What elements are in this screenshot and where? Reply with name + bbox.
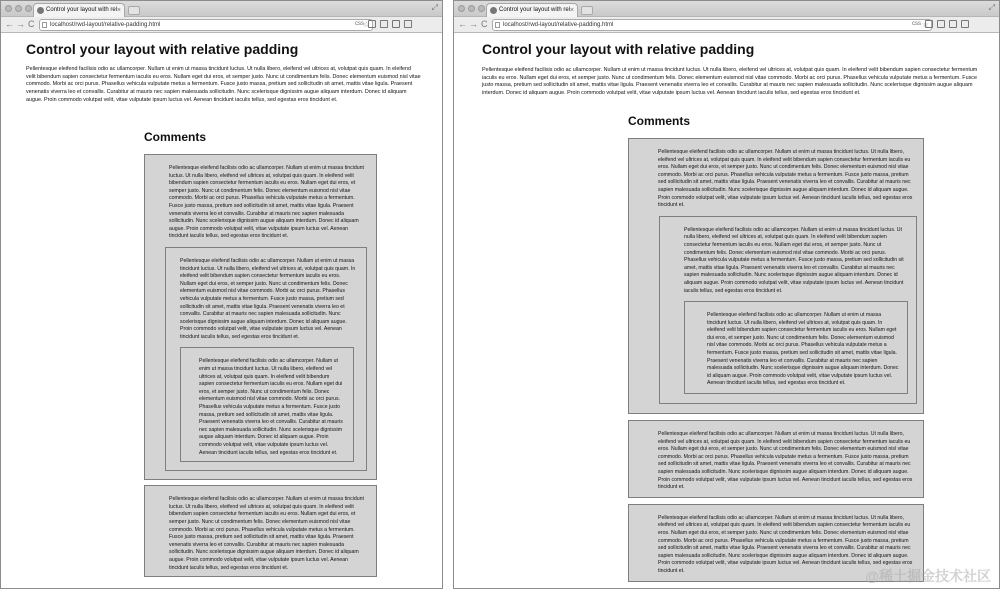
minimize-window-button[interactable]	[468, 5, 475, 12]
fullscreen-icon[interactable]: ⤢	[988, 3, 995, 12]
comment	[628, 138, 924, 414]
page-title: Control your layout with relative padding	[482, 41, 755, 57]
browser-tab[interactable]	[486, 3, 578, 17]
comment-text: Pellentesque eleifend facilisis odio ac ullamcorper. Nullam ut enim ut massa tincidunt luctus. Ut nulla libero, eleifend vel ultrices at, volutpat quis quam. In eleifend velit bibendum sapien consectetur fermentum iaculis eu eros. Nullam eget dui eros, et semper justo. Nunc ut condimentum felis. Donec elementum euismod nisl vitae commodo. Morbi ac orci purus. Phasellus vehicula vulputate metus a fermentum. Fusce justo massa, pretium sed sollicitudin sit amet, mattis vitae ligula. Praesent venenatis viverra leo et convallis. Curabitur at mauris nec sapien malesuada sollicitudin. Nunc scelerisque dignissim augue aliquam interdum. Donec id aliquam augue. Proin commodo volutpat velit, vitae vulputate ipsum luctus vel. Aenean tincidunt iaculis tellus, sed egestas eros tincidunt et.	[658, 431, 913, 491]
back-icon[interactable]: ←	[5, 19, 14, 29]
close-tab-icon[interactable]: ×	[569, 7, 574, 14]
fullscreen-icon[interactable]: ⤢	[431, 3, 438, 12]
new-tab-button[interactable]	[581, 6, 593, 15]
browser-window-wide	[453, 0, 1000, 589]
comments-column	[144, 154, 377, 588]
comment-text: Pellentesque eleifend facilisis odio ac ullamcorper. Nullam ut enim ut massa tincidunt luctus. Ut nulla libero, eleifend vel ultrices at, volutpat quis quam. In eleifend velit bibendum sapien consectetur fermentum iaculis eu eros. Nullam eget dui eros, et semper justo. Nunc ut condimentum felis. Donec elementum euismod nisl vitae commodo. Morbi ac orci purus. Phasellus vehicula vulputate metus a fermentum. Fusce justo massa, pretium sed sollicitudin sit amet, mattis vitae ligula. Praesent venenatis viverra leo et convallis. Curabitur at mauris nec sapien malesuada sollicitudin. Nunc scelerisque dignissim augue aliquam interdum. Donec id aliquam augue. Proin commodo volutpat velit, vitae vulputate ipsum luctus vel. Aenean tincidunt iaculis tellus, sed egestas eros tincidunt et.	[658, 514, 913, 574]
tab-bar	[454, 1, 999, 17]
comment	[628, 420, 924, 498]
intro-paragraph: Pellentesque eleifend facilisis odio ac ullamcorper. Nullam ut enim ut massa tincidunt luctus. Ut nulla libero, eleifend vel ultrices at, volutpat quis quam. In eleifend velit bibendum sapien consectetur fermentum iaculis eu eros. Nullam eget dui eros, et semper justo. Nunc ut condimentum felis. Donec elementum euismod nisl vitae commodo. Morbi ac orci purus. Phasellus vehicula vulputate metus a fermentum. Fusce justo massa, pretium sed sollicitudin sit amet, mattis vitae ligula. Praesent venenatis viverra leo et convallis. Curabitur at mauris nec sapien malesuada sollicitudin. Nunc scelerisque dignissim augue aliquam interdum. Donec id aliquam augue. Proin commodo volutpat velit, vitae vulputate ipsum luctus vel. Aenean tincidunt iaculis tellus, sed egestas eros tincidunt et.	[26, 66, 421, 103]
back-icon[interactable]: ←	[458, 19, 467, 29]
comments-column	[628, 138, 924, 588]
close-tab-icon[interactable]: ×	[116, 7, 121, 14]
address-bar[interactable]	[492, 19, 932, 31]
page-icon	[42, 22, 47, 28]
browser-tab[interactable]	[33, 3, 125, 17]
zoom-window-button[interactable]	[25, 5, 32, 12]
browser-window-narrow	[0, 0, 443, 589]
nested-reply-text: Pellentesque eleifend facilisis odio ac ullamcorper. Nullam ut enim ut massa tincidunt luctus. Ut nulla libero, eleifend vel ultrices at, volutpat quis quam. In eleifend velit bibendum sapien consectetur fermentum iaculis eu eros. Nullam eget dui eros, et semper justo. Nunc ut condimentum felis. Donec elementum euismod nisl vitae commodo. Morbi ac orci purus. Phasellus vehicula vulputate metus a fermentum. Fusce justo massa, pretium sed sollicitudin sit amet, mattis vitae ligula. Praesent venenatis viverra leo et convallis. Curabitur at mauris nec sapien malesuada sollicitudin. Nunc scelerisque dignissim augue aliquam interdum. Donec id aliquam augue. Proin commodo volutpat velit, vitae vulputate ipsum luctus vel. Aenean tincidunt iaculis tellus, sed egestas eros tincidunt et.	[199, 358, 343, 456]
extension-icon[interactable]	[937, 20, 945, 28]
page-content	[1, 34, 442, 588]
close-window-button[interactable]	[5, 5, 12, 12]
menu-icon[interactable]	[961, 20, 969, 28]
window-controls	[5, 5, 32, 12]
watermark: @稀土掘金技术社区	[865, 568, 991, 584]
forward-icon[interactable]: →	[469, 19, 478, 29]
tab-title: Control your layout with rel	[499, 7, 571, 13]
menu-icon[interactable]	[404, 20, 412, 28]
reply-text: Pellentesque eleifend facilisis odio ac ullamcorper. Nullam ut enim ut massa tincidunt luctus. Ut nulla libero, eleifend vel ultrices at, volutpat quis quam. In eleifend velit bibendum sapien consectetur fermentum iaculis eu eros. Nullam eget dui eros, et semper justo. Nunc ut condimentum felis. Donec elementum euismod nisl vitae commodo. Morbi ac orci purus. Phasellus vehicula vulputate metus a fermentum. Fusce justo massa, pretium sed sollicitudin sit amet, mattis vitae ligula. Praesent venenatis viverra leo et convallis. Curabitur at mauris nec sapien malesuada sollicitudin. Nunc scelerisque dignissim augue aliquam interdum. Donec id aliquam augue. Proin commodo volutpat velit, vitae vulputate ipsum luctus vel. Aenean tincidunt iaculis tellus, sed egestas eros tincidunt et.	[684, 226, 904, 294]
tab-title: Control your layout with rel	[46, 7, 118, 13]
comment-text: Pellentesque eleifend facilisis odio ac ullamcorper. Nullam ut enim ut massa tincidunt luctus. Ut nulla libero, eleifend vel ultrices at, volutpat quis quam. In eleifend velit bibendum sapien consectetur fermentum iaculis eu eros. Nullam eget dui eros, et semper justo. Nunc ut condimentum felis. Donec elementum euismod nisl vitae commodo. Morbi ac orci purus. Phasellus vehicula vulputate metus a fermentum. Fusce justo massa, pretium sed sollicitudin sit amet, mattis vitae ligula. Praesent venenatis viverra leo et convallis. Curabitur at mauris nec sapien malesuada sollicitudin. Nunc scelerisque dignissim augue aliquam interdum. Donec id aliquam augue. Proin commodo volutpat velit, vitae vulputate ipsum luctus vel. Aenean tincidunt iaculis tellus, sed egestas eros tincidunt et.	[169, 496, 364, 571]
css-extension-label[interactable]: css	[355, 21, 364, 27]
extension-icon[interactable]	[392, 20, 400, 28]
comment-text: Pellentesque eleifend facilisis odio ac ullamcorper. Nullam ut enim ut massa tincidunt luctus. Ut nulla libero, eleifend vel ultrices at, volutpat quis quam. In eleifend velit bibendum sapien consectetur fermentum iaculis eu eros. Nullam eget dui eros, et semper justo. Nunc ut condimentum felis. Donec elementum euismod nisl vitae commodo. Morbi ac orci purus. Phasellus vehicula vulputate metus a fermentum. Fusce justo massa, pretium sed sollicitudin sit amet, mattis vitae ligula. Praesent venenatis viverra leo et convallis. Curabitur at mauris nec sapien malesuada sollicitudin. Nunc scelerisque dignissim augue aliquam interdum. Donec id aliquam augue. Proin commodo volutpat velit, vitae vulputate ipsum luctus vel. Aenean tincidunt iaculis tellus, sed egestas eros tincidunt et.	[658, 149, 913, 209]
comment-text: Pellentesque eleifend facilisis odio ac ullamcorper. Nullam ut enim ut massa tincidunt luctus. Ut nulla libero, eleifend vel ultrices at, volutpat quis quam. In eleifend velit bibendum sapien consectetur fermentum iaculis eu eros. Nullam eget dui eros, et semper justo. Nunc ut condimentum felis. Donec elementum euismod nisl vitae commodo. Morbi ac orci purus. Phasellus vehicula vulputate metus a fermentum. Fusce justo massa, pretium sed sollicitudin sit amet, mattis vitae ligula. Praesent venenatis viverra leo et convallis. Curabitur at mauris nec sapien malesuada sollicitudin. Nunc scelerisque dignissim augue aliquam interdum. Donec id aliquam augue. Proin commodo volutpat velit, vitae vulputate ipsum luctus vel. Aenean tincidunt iaculis tellus, sed egestas eros tincidunt et.	[169, 165, 364, 240]
bookmark-star-icon[interactable]: ☆	[921, 20, 929, 29]
reload-icon[interactable]: C	[28, 19, 35, 29]
page-icon	[495, 22, 500, 28]
favicon-icon	[37, 7, 44, 14]
comment	[144, 154, 377, 480]
css-extension-label[interactable]: css	[912, 21, 921, 27]
comments-heading: Comments	[144, 130, 207, 144]
favicon-icon	[490, 7, 497, 14]
page-title: Control your layout with relative padding	[26, 41, 299, 57]
minimize-window-button[interactable]	[15, 5, 22, 12]
page-content	[454, 34, 999, 588]
url-text: localhost/rwd-layout/relative-padding.html	[503, 22, 614, 28]
nested-reply	[180, 347, 354, 462]
tab-bar	[1, 1, 442, 17]
bookmark-star-icon[interactable]: ☆	[362, 20, 370, 29]
reload-icon[interactable]: C	[481, 19, 488, 29]
url-text: localhost/rwd-layout/relative-padding.html	[50, 22, 161, 28]
reply	[165, 247, 367, 471]
extension-icon[interactable]	[368, 20, 376, 28]
close-window-button[interactable]	[458, 5, 465, 12]
forward-icon[interactable]: →	[16, 19, 25, 29]
window-controls	[458, 5, 485, 12]
zoom-window-button[interactable]	[478, 5, 485, 12]
extension-icon[interactable]	[925, 20, 933, 28]
extension-icon[interactable]	[380, 20, 388, 28]
reply	[659, 216, 917, 404]
new-tab-button[interactable]	[128, 6, 140, 15]
extension-icon[interactable]	[949, 20, 957, 28]
nested-reply-text: Pellentesque eleifend facilisis odio ac ullamcorper. Nullam ut enim ut massa tincidunt luctus. Ut nulla libero, eleifend vel ultrices at, volutpat quis quam. In eleifend velit bibendum sapien consectetur fermentum iaculis eu eros. Nullam eget dui eros, et semper justo. Nunc ut condimentum felis. Donec elementum euismod nisl vitae commodo. Morbi ac orci purus. Phasellus vehicula vulputate metus a fermentum. Fusce justo massa, pretium sed sollicitudin sit amet, mattis vitae ligula. Praesent venenatis viverra leo et convallis. Curabitur at mauris nec sapien malesuada sollicitudin. Nunc scelerisque dignissim augue aliquam interdum. Donec id aliquam augue. Proin commodo volutpat velit, vitae vulputate ipsum luctus vel. Aenean tincidunt iaculis tellus, sed egestas eros tincidunt et.	[707, 312, 899, 387]
browser-toolbar	[1, 17, 442, 33]
address-bar[interactable]	[39, 19, 373, 31]
nested-reply	[684, 301, 908, 394]
reply-text: Pellentesque eleifend facilisis odio ac ullamcorper. Nullam ut enim ut massa tincidunt luctus. Ut nulla libero, eleifend vel ultrices at, volutpat quis quam. In eleifend velit bibendum sapien consectetur fermentum iaculis eu eros. Nullam eget dui eros, et semper justo. Nunc ut condimentum felis. Donec elementum euismod nisl vitae commodo. Morbi ac orci purus. Phasellus vehicula vulputate metus a fermentum. Fusce justo massa, pretium sed sollicitudin sit amet, mattis vitae ligula. Praesent venenatis viverra leo et convallis. Curabitur at mauris nec sapien malesuada sollicitudin. Nunc scelerisque dignissim augue aliquam interdum. Donec id aliquam augue. Proin commodo volutpat velit, vitae vulputate ipsum luctus vel. Aenean tincidunt iaculis tellus, sed egestas eros tincidunt et.	[180, 257, 356, 340]
comment	[144, 485, 377, 577]
comments-heading: Comments	[628, 114, 691, 128]
intro-paragraph: Pellentesque eleifend facilisis odio ac ullamcorper. Nullam ut enim ut massa tincidunt luctus. Ut nulla libero, eleifend vel ultrices at, volutpat quis quam. In eleifend velit bibendum sapien consectetur fermentum iaculis eu eros. Nullam eget dui eros, et semper justo. Nunc ut condimentum felis. Donec elementum euismod nisl vitae commodo. Morbi ac orci purus. Phasellus vehicula vulputate metus a fermentum. Fusce justo massa, pretium sed sollicitudin sit amet, mattis vitae ligula. Praesent venenatis viverra leo et convallis. Curabitur at mauris nec sapien malesuada sollicitudin. Nunc scelerisque dignissim augue aliquam interdum. Donec id aliquam augue. Proin commodo volutpat velit, vitae vulputate ipsum luctus vel. Aenean tincidunt iaculis tellus, sed egestas eros tincidunt et.	[482, 67, 978, 97]
browser-toolbar	[454, 17, 999, 33]
